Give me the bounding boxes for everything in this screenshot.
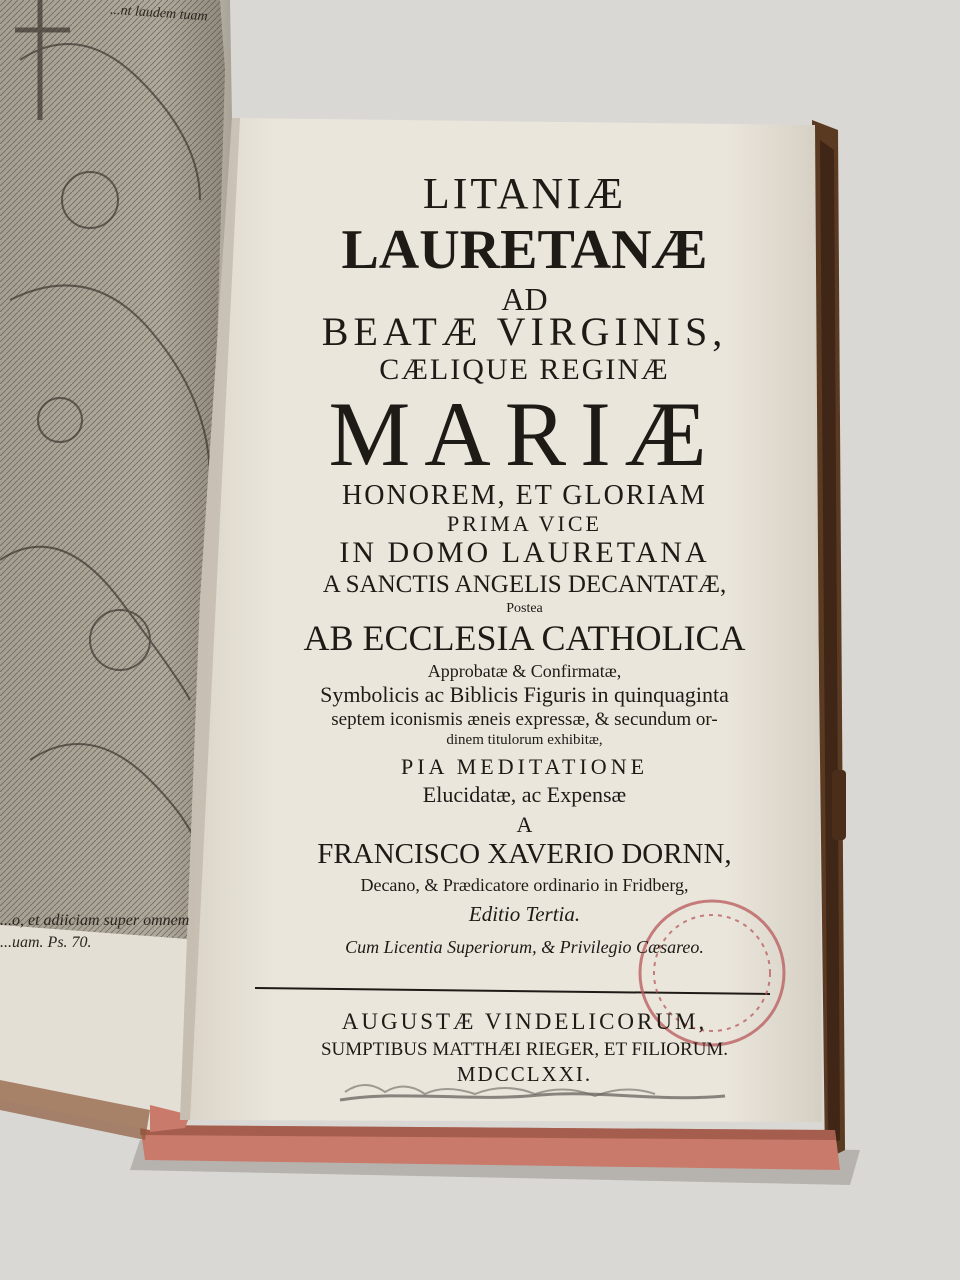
title-line-lauretanae: LAURETANÆ	[341, 219, 708, 281]
title-line-elucidatae: Elucidatæ, ac Expensæ	[422, 782, 627, 807]
title-line-pia-meditatione: PIA MEDITATIONE	[400, 754, 649, 779]
title-line-mariae: MARIÆ	[328, 383, 721, 485]
frontispiece-top-caption: ...nt laudem tuam	[109, 2, 209, 25]
title-line-beatae: BEATÆ VIRGINIS,	[321, 309, 728, 354]
imprint-publisher: SUMPTIBUS MATTHÆI RIEGER, ET FILIORUM.	[320, 1039, 729, 1060]
title-line-septem: septem iconismis æneis expressæ, & secundum or-	[331, 709, 718, 730]
imprint-date: MDCCLXXI.	[456, 1062, 593, 1086]
title-line-caelique: CÆLIQUE REGINÆ	[379, 353, 670, 386]
title-line-licentia: Cum Licentia Superiorum, & Privilegio Cæsareo.	[345, 937, 704, 957]
title-line-a-sanctis: A SANCTIS ANGELIS DECANTATÆ,	[322, 571, 727, 598]
frontispiece-caption-2: ...uam. Ps. 70.	[0, 934, 92, 951]
imprint-place: AUGUSTÆ VINDELICORUM,	[341, 1009, 708, 1034]
title-line-ab-ecclesia: AB ECCLESIA CATHOLICA	[303, 618, 746, 658]
title-line-in-domo: IN DOMO LAURETANA	[339, 536, 710, 569]
title-line-approbatae: Approbatæ & Confirmatæ,	[427, 661, 622, 681]
title-line-a: A	[516, 812, 533, 837]
title-line-litaniae: LITANIÆ	[422, 169, 627, 218]
title-line-ad: AD	[501, 281, 548, 317]
frontispiece-caption-1: ...o, et adiiciam super omnem	[0, 912, 190, 929]
title-line-postea: Postea	[506, 601, 543, 616]
title-line-symbolicis: Symbolicis ac Biblicis Figuris in quinquaginta	[320, 682, 729, 707]
title-line-author: FRANCISCO XAVERIO DORNN,	[317, 838, 732, 870]
title-line-decano: Decano, & Prædicatore ordinario in Fridberg,	[360, 875, 689, 895]
title-line-dinem: dinem titulorum exhibitæ,	[446, 732, 603, 748]
title-page	[232, 150, 817, 1086]
title-line-prima-vice: PRIMA VICE	[447, 511, 602, 536]
title-line-editio: Editio Tertia.	[468, 902, 581, 926]
title-line-honorem: HONOREM, ET GLORIAM	[342, 480, 707, 511]
